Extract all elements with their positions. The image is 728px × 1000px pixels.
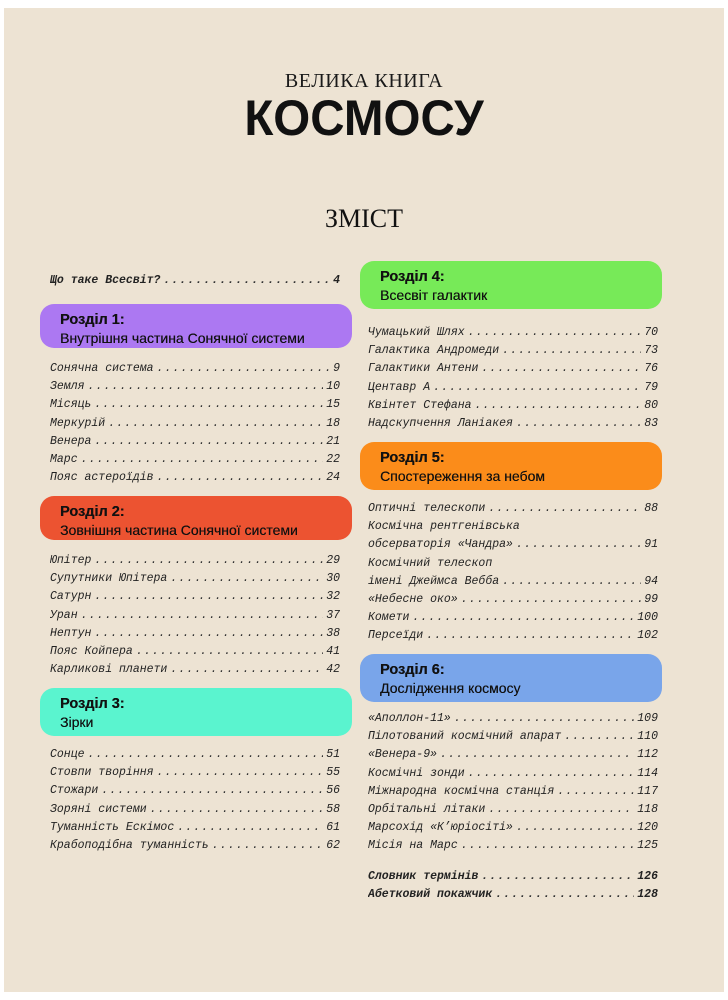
toc-entry[interactable]: Комети ..... 100 xyxy=(368,611,658,629)
toc-entry-first-line[interactable]: Космічний телескоп xyxy=(368,556,493,570)
toc-entry[interactable]: Місія на Марс ..... 125 xyxy=(368,839,658,857)
book-over-title: ВЕЛИКА КНИГА xyxy=(284,70,444,92)
section-5-title: Спостереження за небом xyxy=(380,468,545,484)
toc-entry[interactable]: Оптичні телескопи ..... 88 xyxy=(368,502,658,520)
section-1-entries xyxy=(50,362,340,489)
toc-entry[interactable]: Міжнародна космічна станція ..... 117 xyxy=(368,785,658,803)
toc-entry[interactable]: Галактика Андромеди ..... 73 xyxy=(368,344,658,362)
section-4-title: Всесвіт галактик xyxy=(380,287,488,303)
toc-entry[interactable]: Марсохід «К’юріосіті» ..... 120 xyxy=(368,821,658,839)
toc-entry[interactable]: Пояс астероїдів ..... 24 xyxy=(50,471,340,489)
toc-entry[interactable]: Крабоподібна туманність ..... 62 xyxy=(50,839,340,857)
toc-entry[interactable]: «Венера-9» ..... 112 xyxy=(368,748,658,766)
section-2-banner[interactable] xyxy=(40,496,352,540)
toc-entry-first-line[interactable]: Космічна рентгенівська xyxy=(368,520,520,534)
toc-entry[interactable]: Туманність Ескімос ..... 61 xyxy=(50,821,340,839)
toc-entry[interactable]: Стожари ..... 56 xyxy=(50,784,340,802)
toc-entry[interactable]: Супутники Юпітера ..... 30 xyxy=(50,572,340,590)
toc-entry[interactable]: Орбітальні літаки ..... 118 xyxy=(368,803,658,821)
toc-entry[interactable]: Венера ..... 21 xyxy=(50,435,340,453)
section-1-number: Розділ 1: xyxy=(60,312,125,328)
section-2-entries xyxy=(50,554,340,681)
section-4-banner[interactable] xyxy=(360,261,662,309)
section-6-number: Розділ 6: xyxy=(380,662,445,678)
book-page xyxy=(4,8,724,992)
toc-entry[interactable]: Пояс Койпера ..... 41 xyxy=(50,645,340,663)
toc-entry[interactable]: Земля ..... 10 xyxy=(50,380,340,398)
toc-entry[interactable]: Уран ..... 37 xyxy=(50,609,340,627)
toc-entry[interactable]: Меркурій ..... 18 xyxy=(50,417,340,435)
toc-intro xyxy=(50,274,340,292)
section-1-title: Внутрішня частина Сонячної системи xyxy=(60,330,305,346)
toc-entry[interactable]: Надскупчення Ланіакея ..... 83 xyxy=(368,417,658,435)
toc-entry[interactable]: Сонце ..... 51 xyxy=(50,748,340,766)
toc-heading: ЗМІСТ xyxy=(324,204,404,233)
toc-back-matter xyxy=(368,870,658,906)
toc-entry[interactable]: «Небесне око» ..... 99 xyxy=(368,593,658,611)
toc-entry[interactable]: Квінтет Стефана ..... 80 xyxy=(368,399,658,417)
toc-entry[interactable]: Карликові планети ..... 42 xyxy=(50,663,340,681)
section-1-banner[interactable] xyxy=(40,304,352,348)
section-6-entries xyxy=(368,712,658,858)
section-4-entries xyxy=(368,326,658,435)
toc-entry[interactable]: імені Джеймса Вебба ..... 94 xyxy=(368,575,658,593)
section-3-number: Розділ 3: xyxy=(60,696,125,712)
section-5-number: Розділ 5: xyxy=(380,450,445,466)
toc-entry[interactable]: Марс ..... 22 xyxy=(50,453,340,471)
toc-entry[interactable]: Сатурн ..... 32 xyxy=(50,590,340,608)
section-6-title: Дослідження космосу xyxy=(380,680,521,696)
section-5-entries xyxy=(368,502,658,648)
section-3-title: Зірки xyxy=(60,714,94,730)
toc-entry[interactable]: Космічні зонди ..... 114 xyxy=(368,767,658,785)
toc-entry[interactable]: Персеїди ..... 102 xyxy=(368,629,658,647)
section-2-number: Розділ 2: xyxy=(60,504,125,520)
toc-entry[interactable]: «Аполлон-11» ..... 109 xyxy=(368,712,658,730)
section-2-title: Зовнішня частина Сонячної системи xyxy=(60,522,298,538)
toc-entry[interactable]: Центавр А ..... 79 xyxy=(368,381,658,399)
section-5-banner[interactable] xyxy=(360,442,662,490)
section-6-banner[interactable] xyxy=(360,654,662,702)
toc-entry-glossary[interactable]: Словник термінів ..... 126 xyxy=(368,870,658,888)
section-3-banner[interactable] xyxy=(40,688,352,736)
toc-entry[interactable]: Сонячна система ..... 9 xyxy=(50,362,340,380)
toc-entry[interactable]: Чумацький Шлях ..... 70 xyxy=(368,326,658,344)
toc-entry[interactable]: Юпітер ..... 29 xyxy=(50,554,340,572)
section-4-number: Розділ 4: xyxy=(380,269,445,285)
toc-entry[interactable]: Стовпи творіння ..... 55 xyxy=(50,766,340,784)
section-3-entries xyxy=(50,748,340,857)
toc-entry[interactable]: Галактики Антени ..... 76 xyxy=(368,362,658,380)
toc-entry-intro[interactable]: Що таке Всесвіт? ..... 4 xyxy=(50,274,340,292)
book-title: КОСМОСУ xyxy=(244,90,484,146)
toc-entry[interactable]: Нептун ..... 38 xyxy=(50,627,340,645)
toc-entry[interactable]: Місяць ..... 15 xyxy=(50,398,340,416)
toc-entry[interactable]: Зоряні системи ..... 58 xyxy=(50,803,340,821)
toc-entry-index[interactable]: Абетковий покажчик ..... 128 xyxy=(368,888,658,906)
toc-entry[interactable]: Пілотований космічний апарат ..... 110 xyxy=(368,730,658,748)
toc-entry[interactable]: обсерваторія «Чандра» ..... 91 xyxy=(368,538,658,556)
